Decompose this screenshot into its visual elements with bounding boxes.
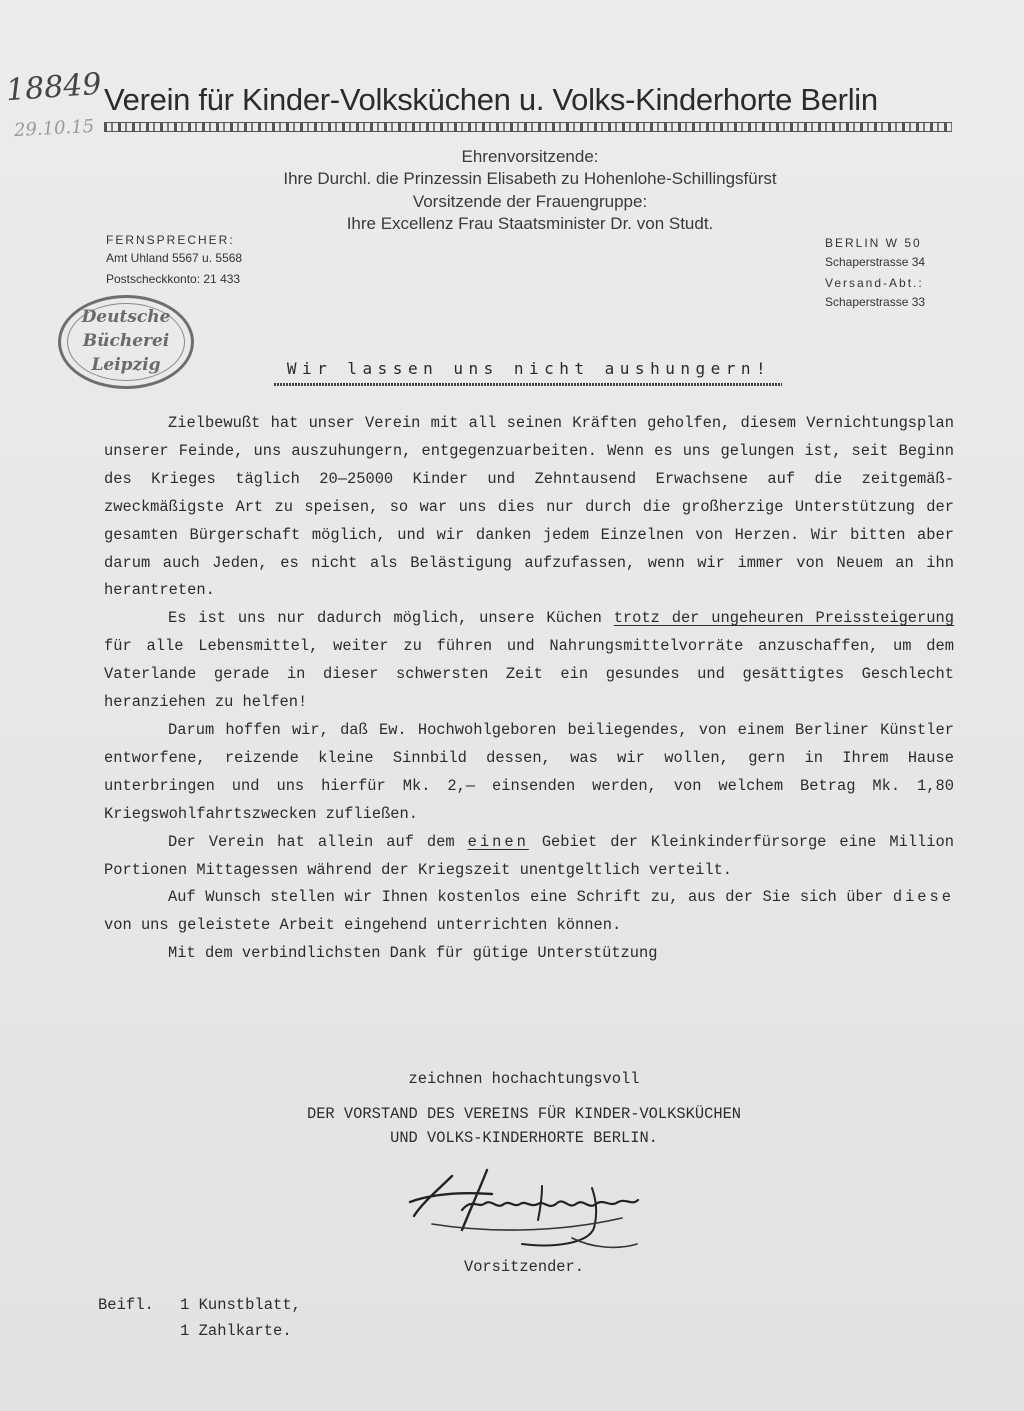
paragraph-4 [104, 829, 954, 885]
womens-group-chair-name: Ihre Excellenz Frau Staatsminister Dr. von Studt. [346, 214, 714, 233]
letter-heading: Wir lassen uns nicht aushungern! [286, 359, 772, 378]
paragraph-5-start: Auf Wunsch stellen wir Ihnen kostenlos eine Schrift zu, aus der Sie sich über [168, 888, 893, 907]
handwritten-number: 18849 [4, 66, 103, 109]
enclosure-item-2: 1 Zahlkarte. [180, 1322, 292, 1340]
paragraph-5-spaced: diese [892, 888, 954, 907]
shipping-street: Schaperstrasse 33 [825, 295, 926, 309]
honorary-chair-label: Ehrenvorsitzende: [461, 147, 599, 166]
stamp-line-2: Bücherei [82, 331, 170, 351]
paragraph-6: Mit dem verbindlichsten Dank für gütige Unterstützung [168, 944, 658, 963]
stamp-line-1: Deutsche [81, 307, 171, 327]
signer-title: Vorsitzender. [463, 1258, 585, 1276]
shipping-label: Versand-Abt.: [825, 276, 924, 290]
honorary-chair-name: Ihre Durchl. die Prinzessin Elisabeth zu Hohenlohe-Schillingsfürst [283, 169, 777, 188]
handwritten-date: 29.10.15 [13, 115, 95, 142]
street-line: Schaperstrasse 34 [825, 255, 926, 269]
heading-underline [274, 383, 782, 386]
phone-numbers: Amt Uhland 5567 u. 5568 [106, 251, 243, 265]
closing-org-line-2: UND VOLKS-KINDERHORTE BERLIN. [390, 1129, 658, 1147]
paragraph-2-start: Es ist uns nur dadurch möglich, unsere Küchen [168, 609, 614, 628]
phone-label: FERNSPRECHER: [106, 233, 235, 247]
womens-group-chair-label: Vorsitzende der Frauengruppe: [412, 192, 648, 211]
city-line: BERLIN W 50 [825, 236, 922, 250]
paragraph-5-end: von uns geleistete Arbeit eingehend unterrichten können. [104, 916, 622, 935]
paragraph-2-end: für alle Lebensmittel, weiter zu führen und Nahrungsmittelvorräte anzuschaffen, um dem Vaterlande gerade in dieser schwersten Zeit ein gesundes und gesättigtes Geschlecht heranziehen zu helfen! [104, 637, 954, 712]
letter-body [104, 410, 954, 968]
postal-account: Postscheckkonto: 21 433 [106, 272, 241, 286]
paragraph-3: Darum hoffen wir, daß Ew. Hochwohlgeboren beiliegendes, von einem Berliner Künstler entworfene, reizende kleine Sinnbild dessen, was wir wollen, gern in Ihrem Hause unterbringen und uns hierfür Mk. 2,— einsenden werden, von welchem Betrag Mk. 1,80 Kriegswohlfahrtszwecken zufließen. [104, 720, 954, 823]
handwritten-signature [392, 1158, 652, 1263]
letterhead-title: Verein für Kinder-Volksküchen u. Volks-Kinderhorte Berlin [104, 82, 878, 117]
paragraph-4-end: Gebiet der Kleinkinderfürsorge eine Million Portionen Mittagessen während der Kriegszeit unentgeltlich verteilt. [104, 832, 954, 879]
enclosure-item-1: 1 Kunstblatt, [180, 1296, 301, 1314]
stamp-line-3: Leipzig [91, 355, 161, 375]
library-stamp [58, 295, 194, 389]
paragraph-4-underlined: einen [467, 832, 529, 851]
enclosure-label: Beifl. [98, 1296, 154, 1314]
paragraph-2 [104, 605, 954, 717]
paragraph-1: Zielbewußt hat unser Verein mit all seinen Kräften geholfen, diesem Vernichtungsplan unserer Feinde, uns auszuhungern, entgegenzuarbeiten. Wenn es uns gelungen ist, seit Beginn des Krieges täglich 20—25000 Kinder und Zehntausend Erwachsene auf die zeitgemäß-zweckmäßigste Art zu speisen, so war uns dies nur durch die großherzige Unterstützung der gesamten Bürgerschaft möglich, und wir danken jedem Einzelnen von Herzen. Wir bitten aber darum auch Jeden, es nicht als Belästigung aufzufassen, wenn wir immer von Neuem an ihn herantreten. [104, 414, 954, 600]
paragraph-4-start: Der Verein hat allein auf dem [168, 832, 468, 851]
paragraph-2-underlined: trotz der ungeheuren Preissteigerung [613, 609, 954, 628]
ornamental-rule [104, 122, 952, 132]
closing-org-line-1: DER VORSTAND DES VEREINS FÜR KINDER-VOLKSKÜCHEN [306, 1105, 742, 1123]
paragraph-5 [104, 884, 954, 940]
closing-greeting: zeichnen hochachtungsvoll [408, 1070, 640, 1088]
